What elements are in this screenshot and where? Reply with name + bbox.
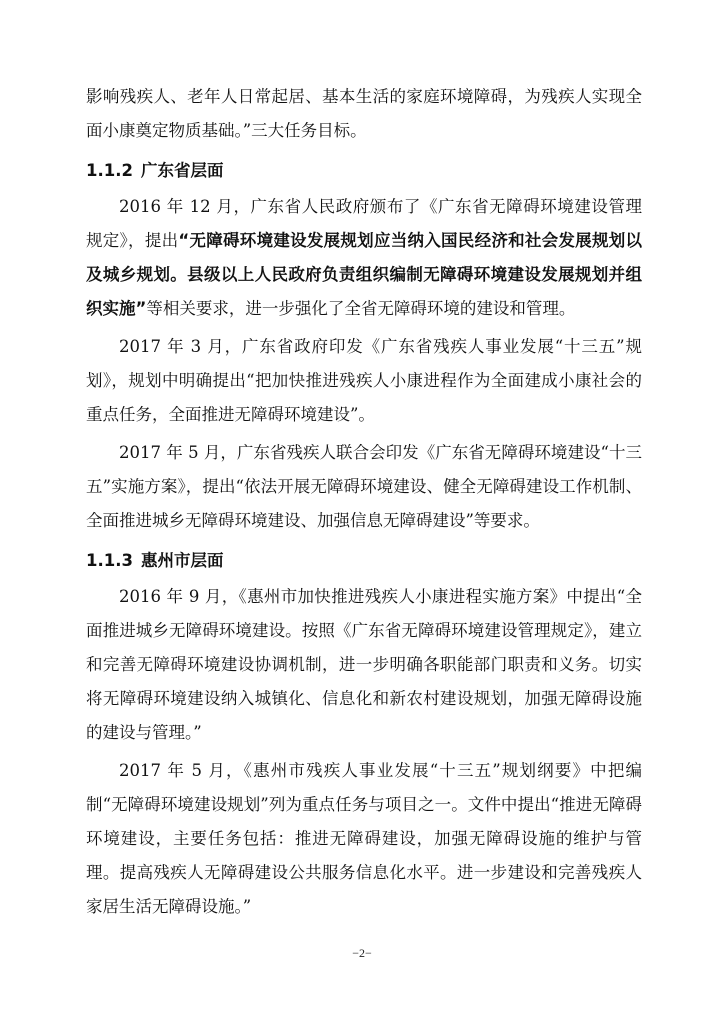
paragraph-guangdong-2017-march: 2017 年 3 月，广东省政府印发《广东省残疾人事业发展“十三五”规划》，规划中明确提出“把加快推进残疾人小康进程作为全面建成小康社会的重点任务，全面推进无障碍环境建设”。 <box>86 337 642 424</box>
paragraph-guangdong-2017-may: 2017 年 5 月，广东省残疾人联合会印发《广东省无障碍环境建设“十三五”实施方案》，提出“依法开展无障碍环境建设、健全无障碍建设工作机制、全面推进城乡无障碍环境建设、加强信息无障碍建设”等要求。 <box>86 443 642 530</box>
paragraph-text: 2016 年 12 月，广东省人民政府颁布了《广东省无障碍环境建设管理规定》，提出 <box>86 197 642 250</box>
section-heading-1-1-2 <box>86 148 642 190</box>
intro-paragraph: 影响残疾人、老年人日常起居、基本生活的家庭环境障碍，为残疾人实现全面小康奠定物质基础。”三大任务目标。 <box>86 87 642 140</box>
page-number: −2− <box>352 946 372 960</box>
section-title: 广东省层面 <box>140 161 224 180</box>
document-body <box>86 80 642 924</box>
section-title: 惠州市层面 <box>140 551 224 570</box>
paragraph-text: 等相关要求，进一步强化了全省无障碍环境的建设和管理。 <box>146 299 576 318</box>
paragraph-huizhou-2016: 2016 年 9 月，《惠州市加快推进残疾人小康进程实施方案》中提出“全面推进城乡无障碍环境建设。按照《广东省无障碍环境建设管理规定》，建立和完善无障碍环境建设协调机制，进一步明确各职能部门职责和义务。切实将无障碍环境建设纳入城镇化、信息化和新农村建设规划，加强无障碍设施的建设与管理。” <box>86 587 642 742</box>
section-heading-1-1-3 <box>86 538 642 580</box>
section-number: 1.1.2 <box>86 161 133 180</box>
section-number: 1.1.3 <box>86 551 133 570</box>
paragraph-guangdong-2016 <box>86 190 642 326</box>
bold-quote: “无障碍环境建设发展规划应当纳入国民经济和社会发展规划以及城乡规划。县级以上人民政府负责组织编制无障碍环境建设发展规划并组织实施” <box>86 231 642 318</box>
paragraph-huizhou-2017: 2017 年 5 月，《惠州市残疾人事业发展“十三五”规划纲要》中把编制“无障碍环境建设规划”列为重点任务与项目之一。文件中提出“推进无障碍环境建设，主要任务包括：推进无障碍建设，加强无障碍设施的维护与管理。提高残疾人无障碍建设公共服务信息化水平。进一步建设和完善残疾人家居生活无障碍设施。” <box>86 761 642 916</box>
